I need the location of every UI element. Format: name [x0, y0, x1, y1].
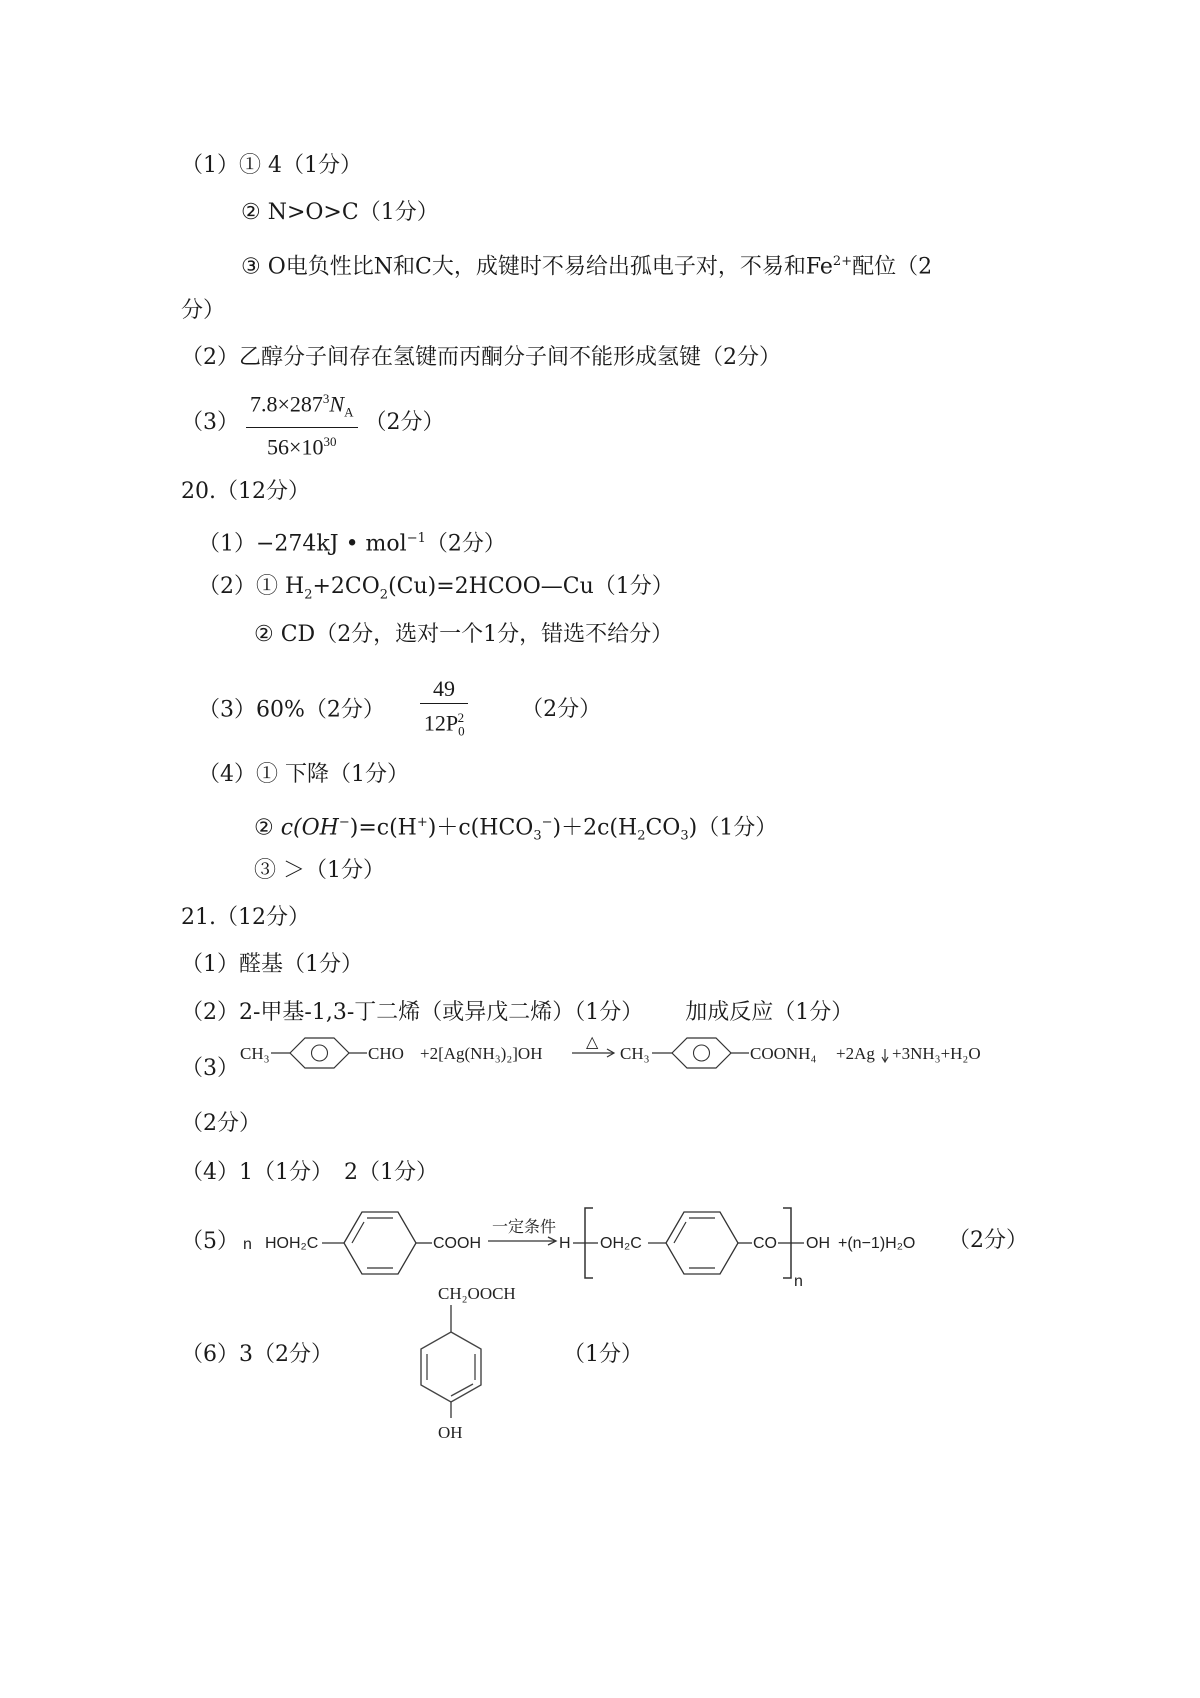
- q20-p1: （1）−274kJ • mol$^{-1}$（2分）: [198, 531, 506, 557]
- q21-title: 21.（12分）: [181, 905, 310, 930]
- q20-p4-a: （4）① 下降（1分）: [198, 762, 409, 787]
- q21-p5-co: CO: [753, 1235, 777, 1252]
- q19-p2: （2）乙醇分子间存在氢键而丙酮分子间不能形成氢键（2分）: [181, 345, 781, 370]
- q20-p3-fraction: $\frac{49}{12P_0^2}$: [420, 675, 468, 746]
- q21-p6-ch2ooch: CH₂OOCH: [438, 1284, 516, 1303]
- q21-p5-subscript-n: n: [794, 1273, 803, 1290]
- q21-p5-condition: 一定条件: [492, 1219, 557, 1236]
- q20-p4-b: ② $c(OH^-)=c(H^+)+c(HCO_3^-)+2c(H_2CO_3)(1$分）: [254, 815, 778, 844]
- q20-title: 20.（12分）: [181, 479, 310, 504]
- q21-p4: （4）1（1分） 2（1分）: [181, 1160, 438, 1185]
- q21-p3-ch3-right: CH₃: [620, 1044, 650, 1063]
- q21-p5-oh2c: OH₂C: [600, 1235, 642, 1252]
- q20-p2-b: ② CD（2分，选对一个1分，错选不给分）: [254, 622, 674, 647]
- q21-p3-label: （3）: [181, 1056, 239, 1081]
- benzene-ring-icon: [421, 1332, 481, 1402]
- q21-p3-reagent: +2[Ag(NH₃)₂]OH: [420, 1044, 543, 1063]
- q19-p1-c-cont: 分）: [181, 298, 226, 323]
- q19-p3: （3） $\frac{7.8\times 287^3N_A}{56\times 10^{30}}$ （2分）: [181, 385, 445, 461]
- q21-p6-score: （1分）: [563, 1342, 643, 1367]
- q21-p5-water: +(n−1)H₂O: [838, 1235, 916, 1252]
- q19-p1-b: ② N>O>C（1分）: [241, 200, 439, 225]
- q19-p1-c: ③ O电负性比N和C大，成键时不易给出孤电子对，不易和$Fe^{2+}$配位（2: [241, 254, 933, 280]
- q20-p2-a: （2）① $H_2+2CO_2(Cu)=2HCOO—Cu(1$分）: [198, 574, 674, 603]
- q21-p5-label: （5）: [181, 1229, 239, 1254]
- q21-p1: （1）醛基（1分）: [181, 952, 363, 977]
- q21-p6-label: （6）3（2分）: [181, 1342, 333, 1367]
- q21-p5-hoh2c: HOH₂C: [265, 1235, 319, 1252]
- q21-p3-score: （2分）: [181, 1111, 261, 1136]
- q21-p3-products: +3NH₃+H₂O: [892, 1044, 981, 1063]
- q21-p3-coonh4: COONH₄: [750, 1044, 817, 1063]
- q21-p3-ag: +2Ag: [836, 1044, 875, 1063]
- q19-p3-fraction: $\frac{7.8\times 287^3N_A}{56\times 10^{30}}$: [246, 385, 358, 461]
- q21-p5-oh: OH: [806, 1235, 830, 1252]
- q21-p5-h: H: [559, 1235, 571, 1252]
- q21-p5-score: （2分）: [948, 1228, 1028, 1253]
- q20-p3: （3）60%（2分） $\frac{49}{12P_0^2}$ （2分）: [198, 675, 601, 746]
- q20-p4-c: ③ ＞（1分）: [254, 858, 385, 883]
- heat-icon: △: [586, 1034, 599, 1051]
- q21-p3-ch3-left: CH₃: [240, 1044, 270, 1063]
- q21-p2: （2）2-甲基-1,3-丁二烯（或异戊二烯）（1分） 加成反应（1分）: [181, 1000, 854, 1025]
- q21-p5-cooh: COOH: [433, 1235, 481, 1252]
- q21-p6-oh: OH: [438, 1423, 463, 1442]
- q21-p3-cho: CHO: [368, 1044, 404, 1063]
- q21-p5-n: n: [243, 1236, 252, 1253]
- q19-p1-a: （1）① 4（1分）: [181, 153, 362, 178]
